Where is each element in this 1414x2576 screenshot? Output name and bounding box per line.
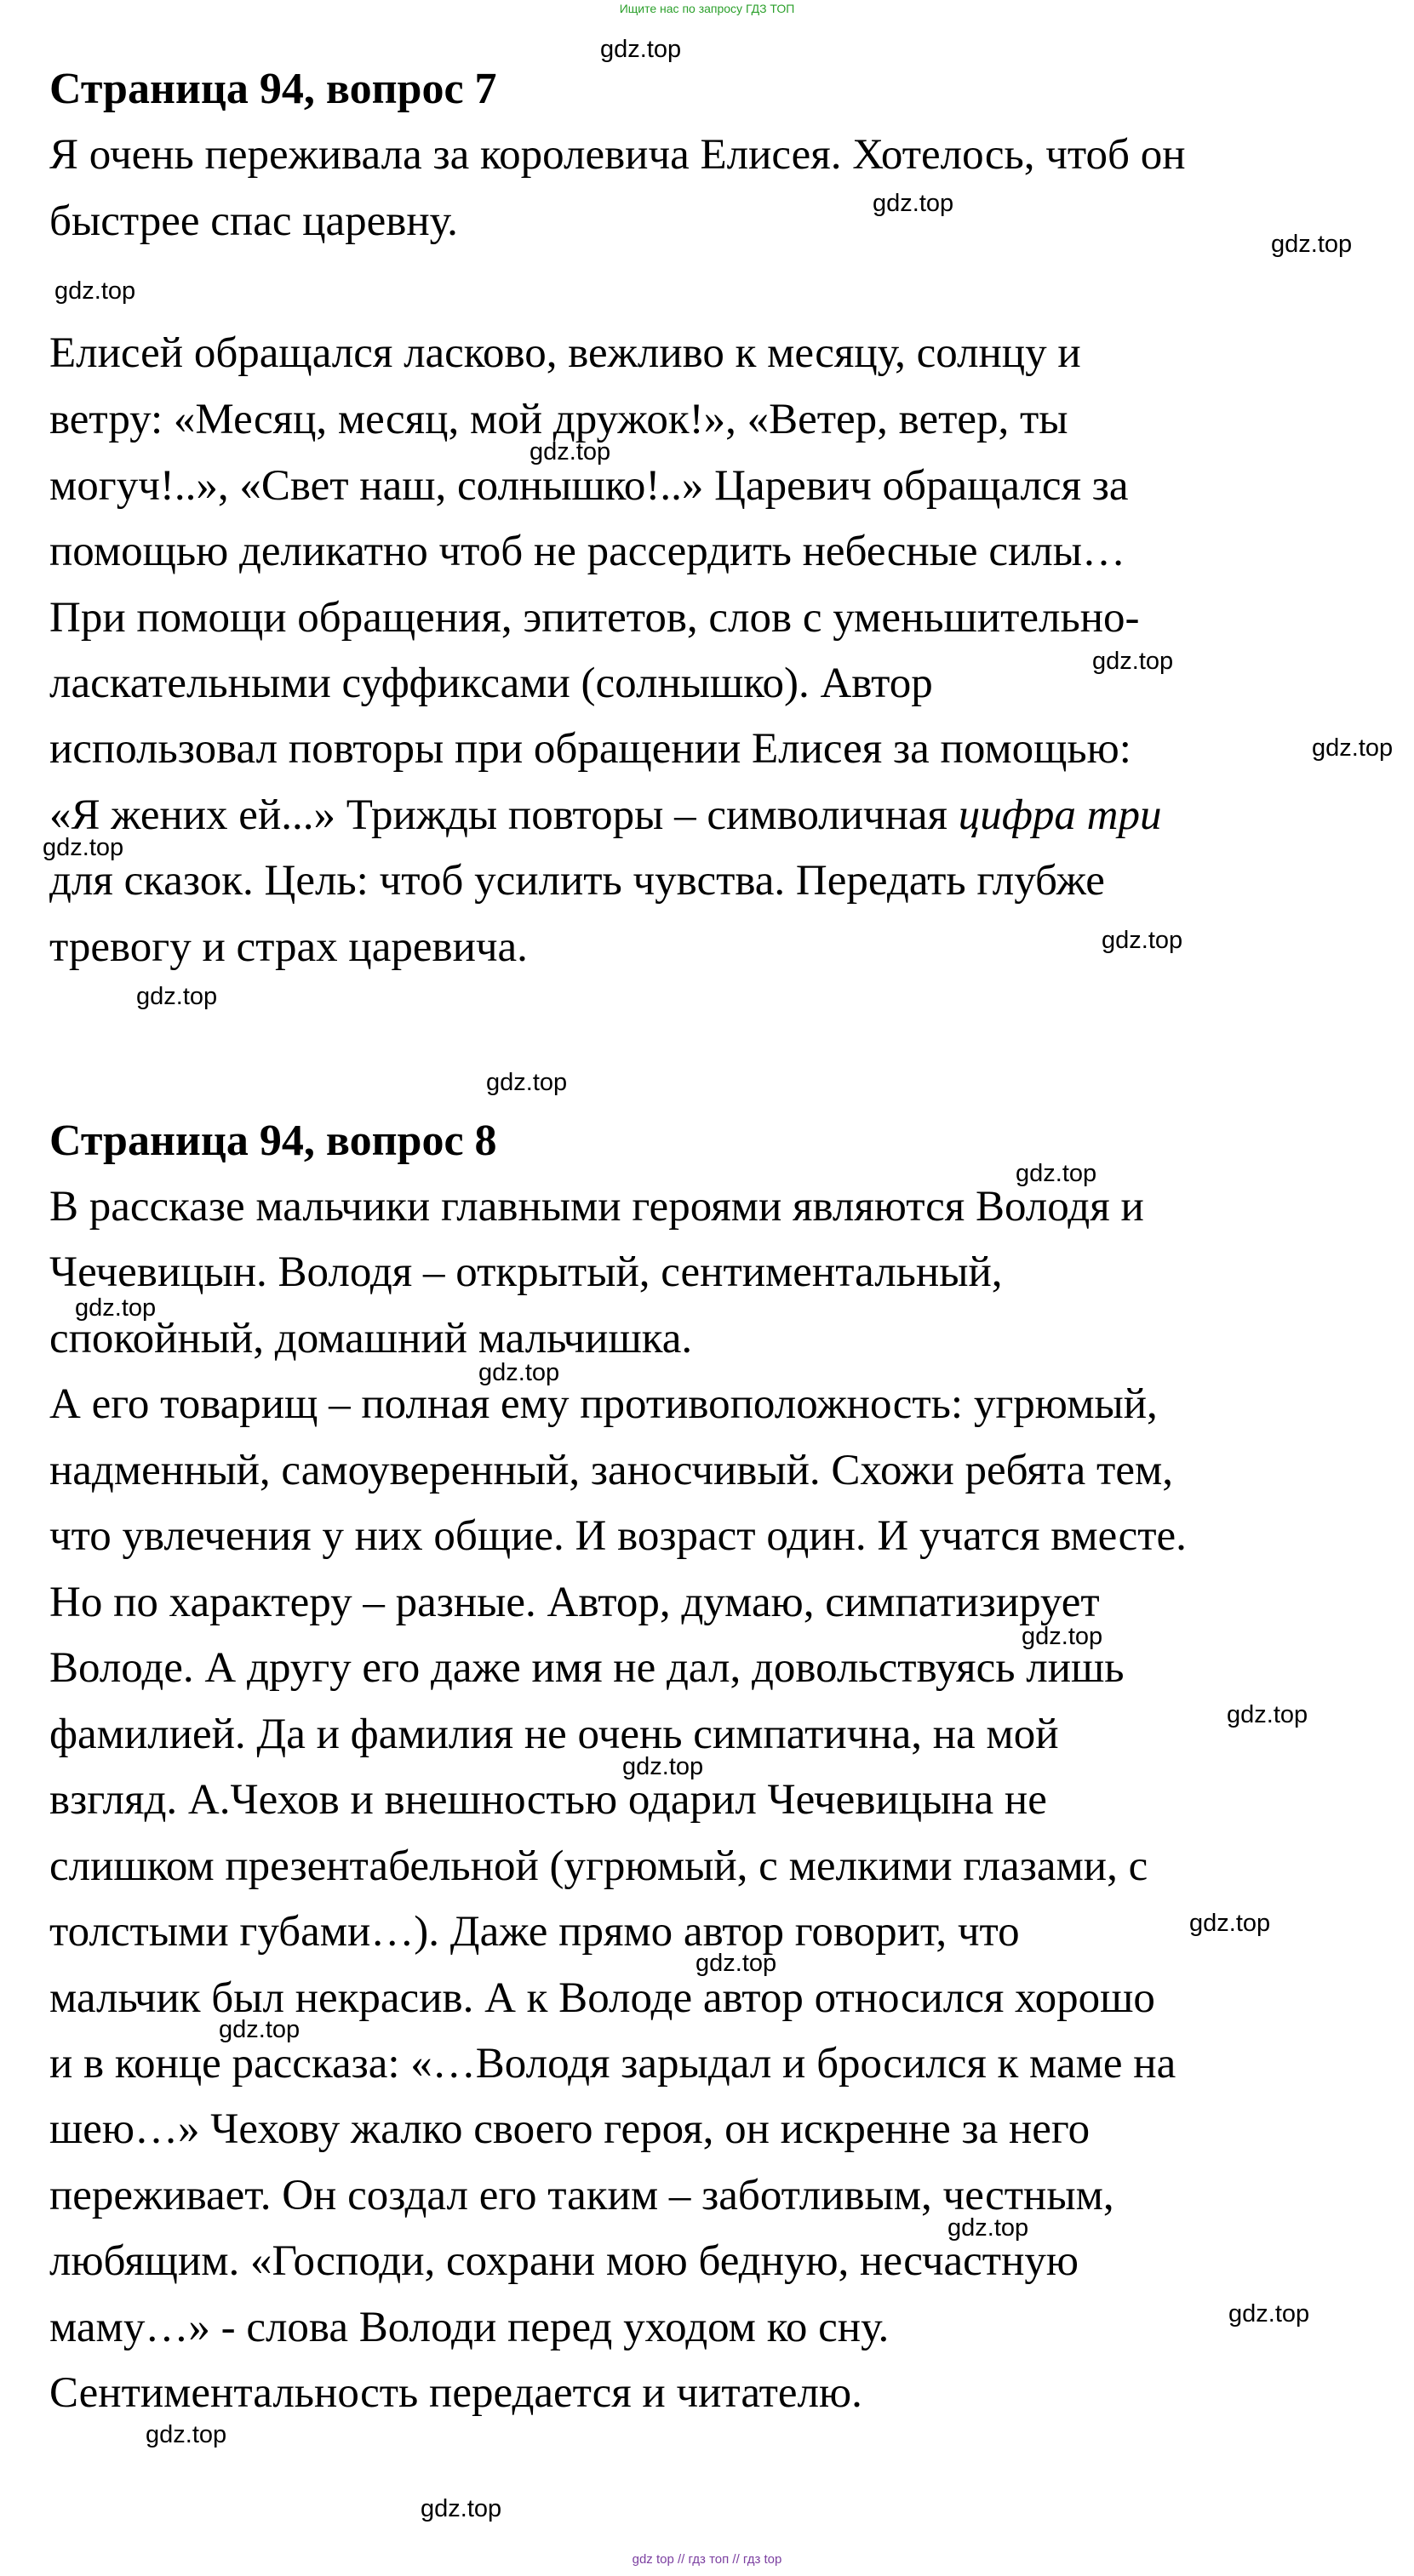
section-2-line: Володе. А другу его даже имя не дал, довольствуясь лишь: [49, 1644, 1125, 1692]
section-2-line: что увлечения у них общие. И возраст один. И учатся вместе.: [49, 1512, 1187, 1560]
watermark: gdz.top: [947, 2214, 1029, 2242]
watermark: gdz.top: [421, 2495, 502, 2522]
watermark: gdz.top: [1102, 927, 1183, 954]
watermark: gdz.top: [1189, 1910, 1271, 1937]
section-1-line: При помощи обращения, эпитетов, слов с уменьшительно-: [49, 594, 1140, 642]
section-1-line: ветру: «Месяц, месяц, мой дружок!», «Ветер, ветер, ты: [49, 396, 1068, 443]
section-1-title: Страница 94, вопрос 7: [49, 65, 497, 113]
section-1-line: Я очень переживала за королевича Елисея. Хотелось, чтоб он: [49, 131, 1186, 179]
section-1-line: для сказок. Цель: чтоб усилить чувства. Передать глубже: [49, 857, 1105, 905]
section-2-line: В рассказе мальчики главными героями являются Володя и: [49, 1183, 1144, 1231]
watermark: gdz.top: [600, 36, 682, 63]
watermark: gdz.top: [696, 1950, 777, 1977]
watermark: gdz.top: [1092, 648, 1174, 675]
section-1-line: ласкательными суффиксами (солнышко). Автор: [49, 660, 933, 707]
section-1-line: быстрее спас царевну.: [49, 197, 458, 245]
section-2-line: шею…» Чехову жалко своего героя, он искренне за него: [49, 2105, 1091, 2153]
section-2-line: фамилией. Да и фамилия не очень симпатична, на мой: [49, 1711, 1059, 1758]
watermark: gdz.top: [1227, 1701, 1308, 1728]
watermark: gdz.top: [873, 190, 954, 217]
italic-phrase: цифра три: [958, 791, 1162, 839]
section-2-line: маму…» - слова Володи перед уходом ко сну.: [49, 2304, 890, 2351]
section-2-line: мальчик был некрасив. А к Володе автор относился хорошо: [49, 1974, 1155, 2022]
watermark: gdz.top: [1271, 231, 1353, 258]
watermark: gdz.top: [478, 1359, 560, 1386]
section-2-line: толстыми губами…). Даже прямо автор говорит, что: [49, 1908, 1020, 1956]
section-2-line: Чечевицын. Володя – открытый, сентиментальный,: [49, 1248, 1003, 1296]
section-1-line: помощью деликатно чтоб не рассердить небесные силы…: [49, 528, 1125, 575]
section-2-line: Сентиментальность передается и читателю.: [49, 2369, 862, 2417]
watermark: gdz.top: [43, 834, 124, 861]
section-2-line: взгляд. А.Чехов и внешностью одарил Чечевицына не: [49, 1776, 1047, 1824]
watermark: gdz.top: [622, 1753, 704, 1780]
watermark: gdz.top: [219, 2016, 301, 2043]
section-2-line: надменный, самоуверенный, заносчивый. Схожи ребята тем,: [49, 1447, 1173, 1494]
footer-watermark: gdz top // гдз топ // гдз top: [632, 2552, 782, 2567]
watermark: gdz.top: [530, 438, 611, 466]
watermark: gdz.top: [146, 2421, 227, 2448]
watermark: gdz.top: [136, 983, 218, 1010]
watermark: gdz.top: [1016, 1160, 1097, 1187]
section-1-line: Елисей обращался ласково, вежливо к месяцу, солнцу и: [49, 329, 1081, 377]
section-1-line-with-italic: [49, 789, 1162, 842]
section-2-title: Страница 94, вопрос 8: [49, 1117, 497, 1165]
section-1-line-text: «Я жених ей...» Трижды повторы – символичная: [49, 791, 959, 839]
section-2-line: переживает. Он создал его таким – заботливым, честным,: [49, 2172, 1114, 2219]
section-2-line: слишком презентабельной (угрюмый, с мелкими глазами, с: [49, 1842, 1148, 1890]
section-2-line: и в конце рассказа: «…Володя зарыдал и бросился к маме на: [49, 2040, 1176, 2088]
section-2-line: любящим. «Господи, сохрани мою бедную, несчастную: [49, 2237, 1079, 2285]
watermark: gdz.top: [1228, 2300, 1310, 2328]
section-1-line: тревогу и страх царевича.: [49, 923, 528, 971]
watermark: gdz.top: [1022, 1623, 1103, 1650]
section-2-line: спокойный, домашний мальчишка.: [49, 1315, 693, 1362]
section-1-line: использовал повторы при обращении Елисея за помощью:: [49, 725, 1131, 773]
watermark: gdz.top: [1312, 734, 1394, 762]
top-search-note: Ищите нас по запросу ГДЗ ТОП: [619, 2, 795, 15]
watermark: gdz.top: [75, 1294, 157, 1322]
watermark: gdz.top: [54, 277, 136, 305]
section-1-line: могуч!..», «Свет наш, солнышко!..» Царевич обращался за: [49, 462, 1129, 510]
watermark: gdz.top: [486, 1069, 568, 1096]
section-2-line: А его товарищ – полная ему противоположность: угрюмый,: [49, 1380, 1158, 1428]
section-2-line: Но по характеру – разные. Автор, думаю, симпатизирует: [49, 1579, 1100, 1626]
